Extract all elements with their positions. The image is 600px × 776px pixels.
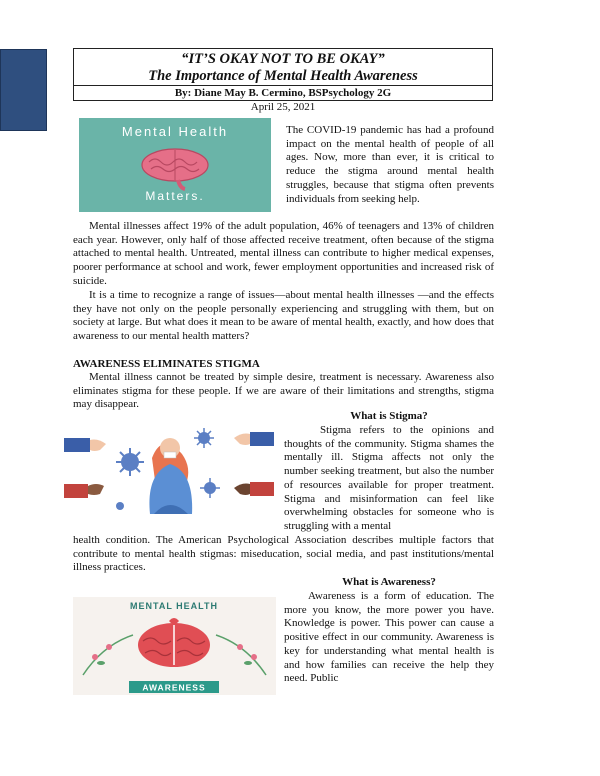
section-heading-awareness-stigma: AWARENESS ELIMINATES STIGMA xyxy=(73,358,260,370)
title-box xyxy=(73,48,493,86)
paragraph-stigma-continued: health condition. The American Psychological Association describes multiple factors that contribute to mental health stigmas: miseducation, social media, and past institutions/mental illness practices. xyxy=(73,534,494,574)
bookmark-tab xyxy=(0,49,47,131)
image3-bottom-text: AWARENESS xyxy=(142,682,206,693)
intro-paragraph: The COVID-19 pandemic has had a profound impact on the mental health of people of all ages. Now, more than ever, it is critical to reduce the stigma around mental health struggles, because that stigma often prevents individuals from seeking help. xyxy=(286,124,494,205)
image3-top-text: MENTAL HEALTH xyxy=(130,601,218,611)
title-line-2: The Importance of Mental Health Awareness xyxy=(148,68,418,84)
paragraph-awareness: Awareness is a form of education. The more you know, the more power you have. Knowledge is power. This power can cause a positive effect in our community. Awareness is key for understanding what mental health is and how families can receive the help they need. Public xyxy=(284,590,494,685)
stigma-illustration xyxy=(64,418,274,522)
paragraph-stigma: Stigma refers to the opinions and thoughts of the community. Stigma shames the mentally ill. Stigma affects not only the number seeking treatment, but also the number of resources available for proper treatment. Stigma and misinformation can feel like overwhelming obstacles for someone who is struggling with a mental xyxy=(284,424,494,532)
paragraph-statistics: Mental illnesses affect 19% of the adult population, 46% of teenagers and 13% of children each year. However, only half of those affected receive treatment, often because of the stigma attached to mental health. Untreated, mental illness can contribute to higher medical expenses, poorer performance at school and work, fewer employment opportunities and increased risk of suicide. xyxy=(73,220,494,287)
virus-icon xyxy=(194,428,214,448)
heading-what-is-stigma: What is Stigma? xyxy=(350,410,428,422)
paragraph-recognize: It is a time to recognize a range of issues—about mental health illnesses —and the effects they have not only on the people personally experiencing and struggling with them, but on society at large. But what does it mean to be aware of mental health, exactly, and how does that awareness to our mental health matters? xyxy=(73,289,494,343)
heading-what-is-awareness: What is Awareness? xyxy=(342,576,436,588)
title-line-1: “IT’S OKAY NOT TO BE OKAY” xyxy=(181,51,385,67)
virus-icon xyxy=(116,448,144,476)
mental-health-matters-image xyxy=(79,118,271,212)
mental-health-awareness-image xyxy=(73,597,276,695)
byline: By: Diane May B. Cermino, BSPsychology 2G xyxy=(73,86,493,101)
virus-icon xyxy=(116,502,124,510)
image1-line1: Mental Health xyxy=(121,124,229,139)
image1-line2: Matters. xyxy=(145,189,205,203)
date: April 25, 2021 xyxy=(250,101,316,113)
paragraph-awareness-stigma: Mental illness cannot be treated by simple desire, treatment is necessary. Awareness also eliminates stigma for these people. If we are aware of their limitations and strengths, stigma may disappear. xyxy=(73,371,494,411)
